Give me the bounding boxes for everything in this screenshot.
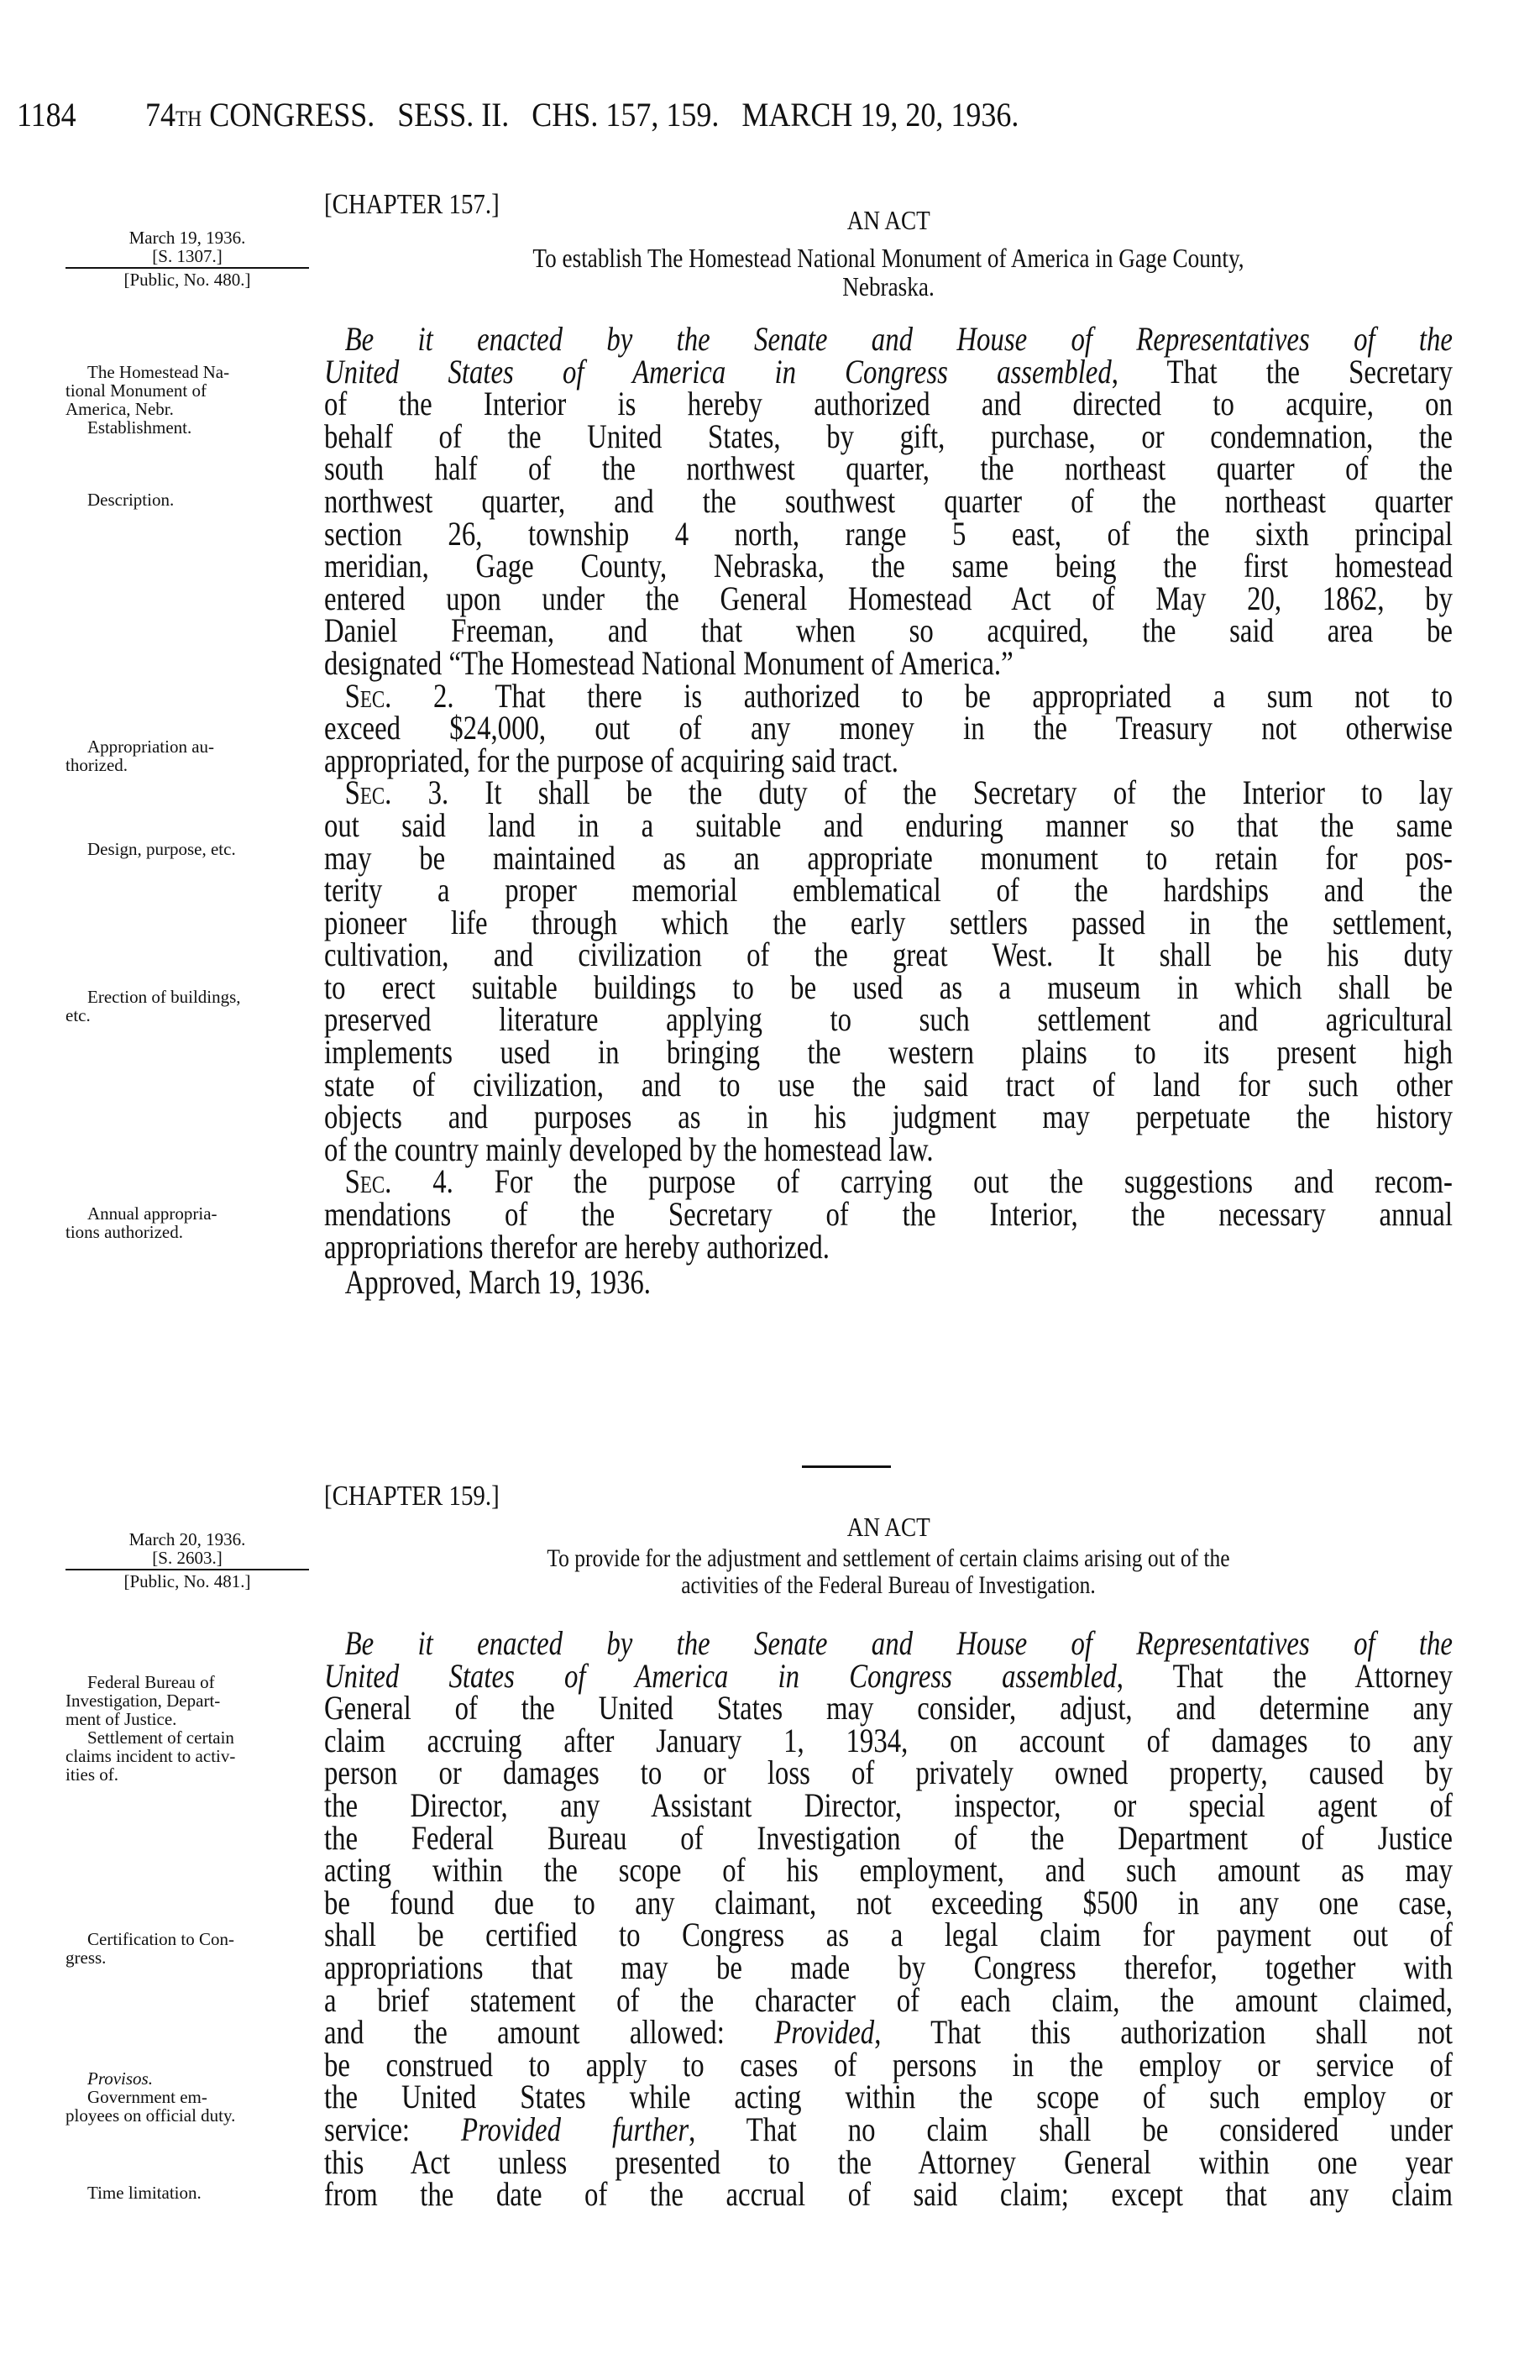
margin-note-description: Description. <box>87 490 175 510</box>
body-line: the Director, any Assistant Director, inspector, or special agent of <box>324 1785 1453 1824</box>
sidenote-rule <box>65 267 309 269</box>
body-line: state of civilization, and to use the said tract of land for such other <box>324 1065 1453 1104</box>
body-line: behalf of the United States, by gift, purchase, or condemnation, the <box>324 417 1453 455</box>
body-line: a brief statement of the character of each claim, the amount claimed, <box>324 1980 1453 2019</box>
margin-note-erection-of-buildings: Erection of buildings, etc. <box>65 987 241 1025</box>
chapter-157-title <box>324 244 1453 301</box>
chapter-157-an-act: AN ACT <box>846 205 930 235</box>
body-line: cultivation, and civilization of the great West. It shall be his duty <box>324 936 1453 974</box>
body-line: exceed $24,000, out of any money in the Treasury not otherwise <box>324 709 1453 747</box>
proviso-line: service: Provided further, That no claim shall be considered under <box>324 2110 1453 2148</box>
margin-note-certification: Certification to Con- gress. <box>65 1929 234 1968</box>
body-line: northwest quarter, and the southwest quarter of the northeast quarter <box>324 481 1453 520</box>
body-line: meridian, Gage County, Nebraska, the same being the first homestead <box>324 547 1453 585</box>
body-line: acting within the scope of his employment, and such amount as may <box>324 1851 1453 1890</box>
body-line: out said land in a suitable and enduring manner so that the same <box>324 805 1453 844</box>
body-line: shall be certified to Congress as a legal claim for payment out of <box>324 1916 1453 1954</box>
body-line: be construed to apply to cases of persons in the employ or service of <box>324 2045 1453 2084</box>
margin-note-appropriation: Appropriation au- thorized. <box>65 737 215 775</box>
body-line: be found due to any claimant, not exceeding $500 in any one case, <box>324 1883 1453 1921</box>
body-line: entered upon under the General Homestead Act of May 20, 1862, by <box>324 579 1453 617</box>
sidenote-date: March 19, 1936. <box>128 228 246 248</box>
title-line: To provide for the adjustment and settlement of certain claims arising out of the <box>547 1544 1230 1572</box>
congress-ordinal-suffix: TH <box>175 107 202 131</box>
chapter-157-label: [CHAPTER 157.] <box>324 189 500 220</box>
sidenote-bill: [S. 1307.] <box>152 246 223 266</box>
sidenote-bill: [S. 2603.] <box>152 1548 223 1568</box>
body-line: mendations of the Secretary of the Interior, the necessary annual <box>324 1195 1453 1234</box>
enacting-clause-line: Be it enacted by the Senate and House of Representatives of the <box>344 320 1453 358</box>
chapter-159-an-act: AN ACT <box>846 1512 930 1542</box>
congress-number: 74 <box>145 96 175 134</box>
body-line: claim accruing after January 1, 1934, on account of damages to any <box>324 1721 1453 1759</box>
chapter-separator-rule <box>802 1465 891 1468</box>
approval-line: Approved, March 19, 1936. <box>344 1263 651 1302</box>
body-line: this Act unless presented to the Attorney General within one year <box>324 2142 1453 2181</box>
chapter-157-body <box>324 320 1453 1302</box>
body-line: pioneer life through which the early settlers passed in the settlement, <box>324 903 1453 941</box>
title-line: activities of the Federal Bureau of Investigation. <box>681 1571 1096 1599</box>
margin-note-fbi: Federal Bureau of Investigation, Depart- ment of Justice. Settlement of certain claims incident to activ- ities of. <box>65 1672 236 1785</box>
margin-note-provisos: Provisos. Government em- ployees on official duty. <box>65 2068 236 2126</box>
body-line: south half of the northwest quarter, the northeast quarter of the <box>324 449 1453 488</box>
chapter-157-sidenote <box>65 228 309 289</box>
body-line: implements used in bringing the western plains to its present high <box>324 1033 1453 1072</box>
body-line: appropriations that may be made by Congress therefor, together with <box>324 1948 1453 1986</box>
chapter-159-label: [CHAPTER 159.] <box>324 1481 500 1512</box>
sidenote-public-law: [Public, No. 481.] <box>123 1571 251 1591</box>
body-line: terity a proper memorial emblematical of the hardships and the <box>324 871 1453 910</box>
section-4-line: Sec. 4. For the purpose of carrying out the suggestions and recom- <box>344 1162 1453 1201</box>
body-line: the Federal Bureau of Investigation of the Department of Justice <box>324 1818 1453 1857</box>
running-head-text: CONGRESS. SESS. II. CHS. 157, 159. MARCH 19, 20, 1936. <box>202 96 1019 134</box>
section-2-line: Sec. 2. That there is authorized to be appropriated a sum not to <box>344 676 1453 715</box>
section-label: Sec. 2. <box>344 676 454 715</box>
title-line: Nebraska. <box>842 271 935 301</box>
body-line: to erect suitable buildings to be used as a museum in which shall be <box>324 967 1453 1006</box>
section-label: Sec. 3. <box>344 773 449 812</box>
running-head <box>17 94 1317 140</box>
sidenote-rule <box>65 1569 309 1570</box>
margin-note-establishment: The Homestead Na- tional Monument of America, Nebr. Establishment. <box>65 362 230 438</box>
title-line: To establish The Homestead National Monument of America in Gage County, <box>532 243 1244 273</box>
body-line: appropriations therefor are hereby authorized. <box>324 1227 830 1266</box>
sidenote-date: March 20, 1936. <box>128 1529 246 1549</box>
body-line: Daniel Freeman, and that when so acquired, the said area be <box>324 611 1453 650</box>
section-label: Sec. 4. <box>344 1162 453 1201</box>
margin-note-design-purpose: Design, purpose, etc. <box>87 839 236 859</box>
margin-note-annual-appropriations: Annual appropria- tions authorized. <box>65 1203 217 1242</box>
sidenote-public-law: [Public, No. 480.] <box>123 270 251 290</box>
body-line: designated “The Homestead National Monument of America.” <box>324 643 1014 682</box>
chapter-159-sidenote <box>65 1530 309 1591</box>
page-number: 1184 <box>17 96 76 134</box>
chapter-159-body <box>324 1624 1453 2214</box>
body-line: from the date of the accrual of said claim; except that any claim <box>324 2175 1453 2214</box>
body-line: objects and purposes as in his judgment may perpetuate the history <box>324 1098 1453 1136</box>
enacting-clause-line: Be it enacted by the Senate and House of Representatives of the <box>344 1624 1453 1662</box>
body-line: General of the United States may consider, adjust, and determine any <box>324 1689 1453 1727</box>
body-line: section 26, township 4 north, range 5 east, of the sixth principal <box>324 514 1453 553</box>
enacting-clause-line: United States of America in Congress assembled, That the Secretary <box>324 352 1453 391</box>
body-line: preserved literature applying to such settlement and agricultural <box>324 1000 1453 1039</box>
chapter-159-title <box>324 1545 1453 1599</box>
body-line: person or damages to or loss of privately owned property, caused by <box>324 1754 1453 1792</box>
margin-note-time-limitation: Time limitation. <box>87 2183 202 2203</box>
proviso-line: and the amount allowed: Provided, That this authorization shall not <box>324 2013 1453 2052</box>
body-line: appropriated, for the purpose of acquiring said tract. <box>324 741 898 779</box>
body-line: the United States while acting within the scope of such employ or <box>324 2078 1453 2116</box>
body-line: may be maintained as an appropriate monument to retain for pos- <box>324 838 1453 877</box>
body-line: of the Interior is hereby authorized and directed to acquire, on <box>324 385 1453 423</box>
enacting-clause-line: United States of America in Congress assembled, That the Attorney <box>324 1656 1453 1695</box>
body-line: of the country mainly developed by the homestead law. <box>324 1130 934 1168</box>
section-3-line: Sec. 3. It shall be the duty of the Secretary of the Interior to lay <box>344 773 1453 812</box>
